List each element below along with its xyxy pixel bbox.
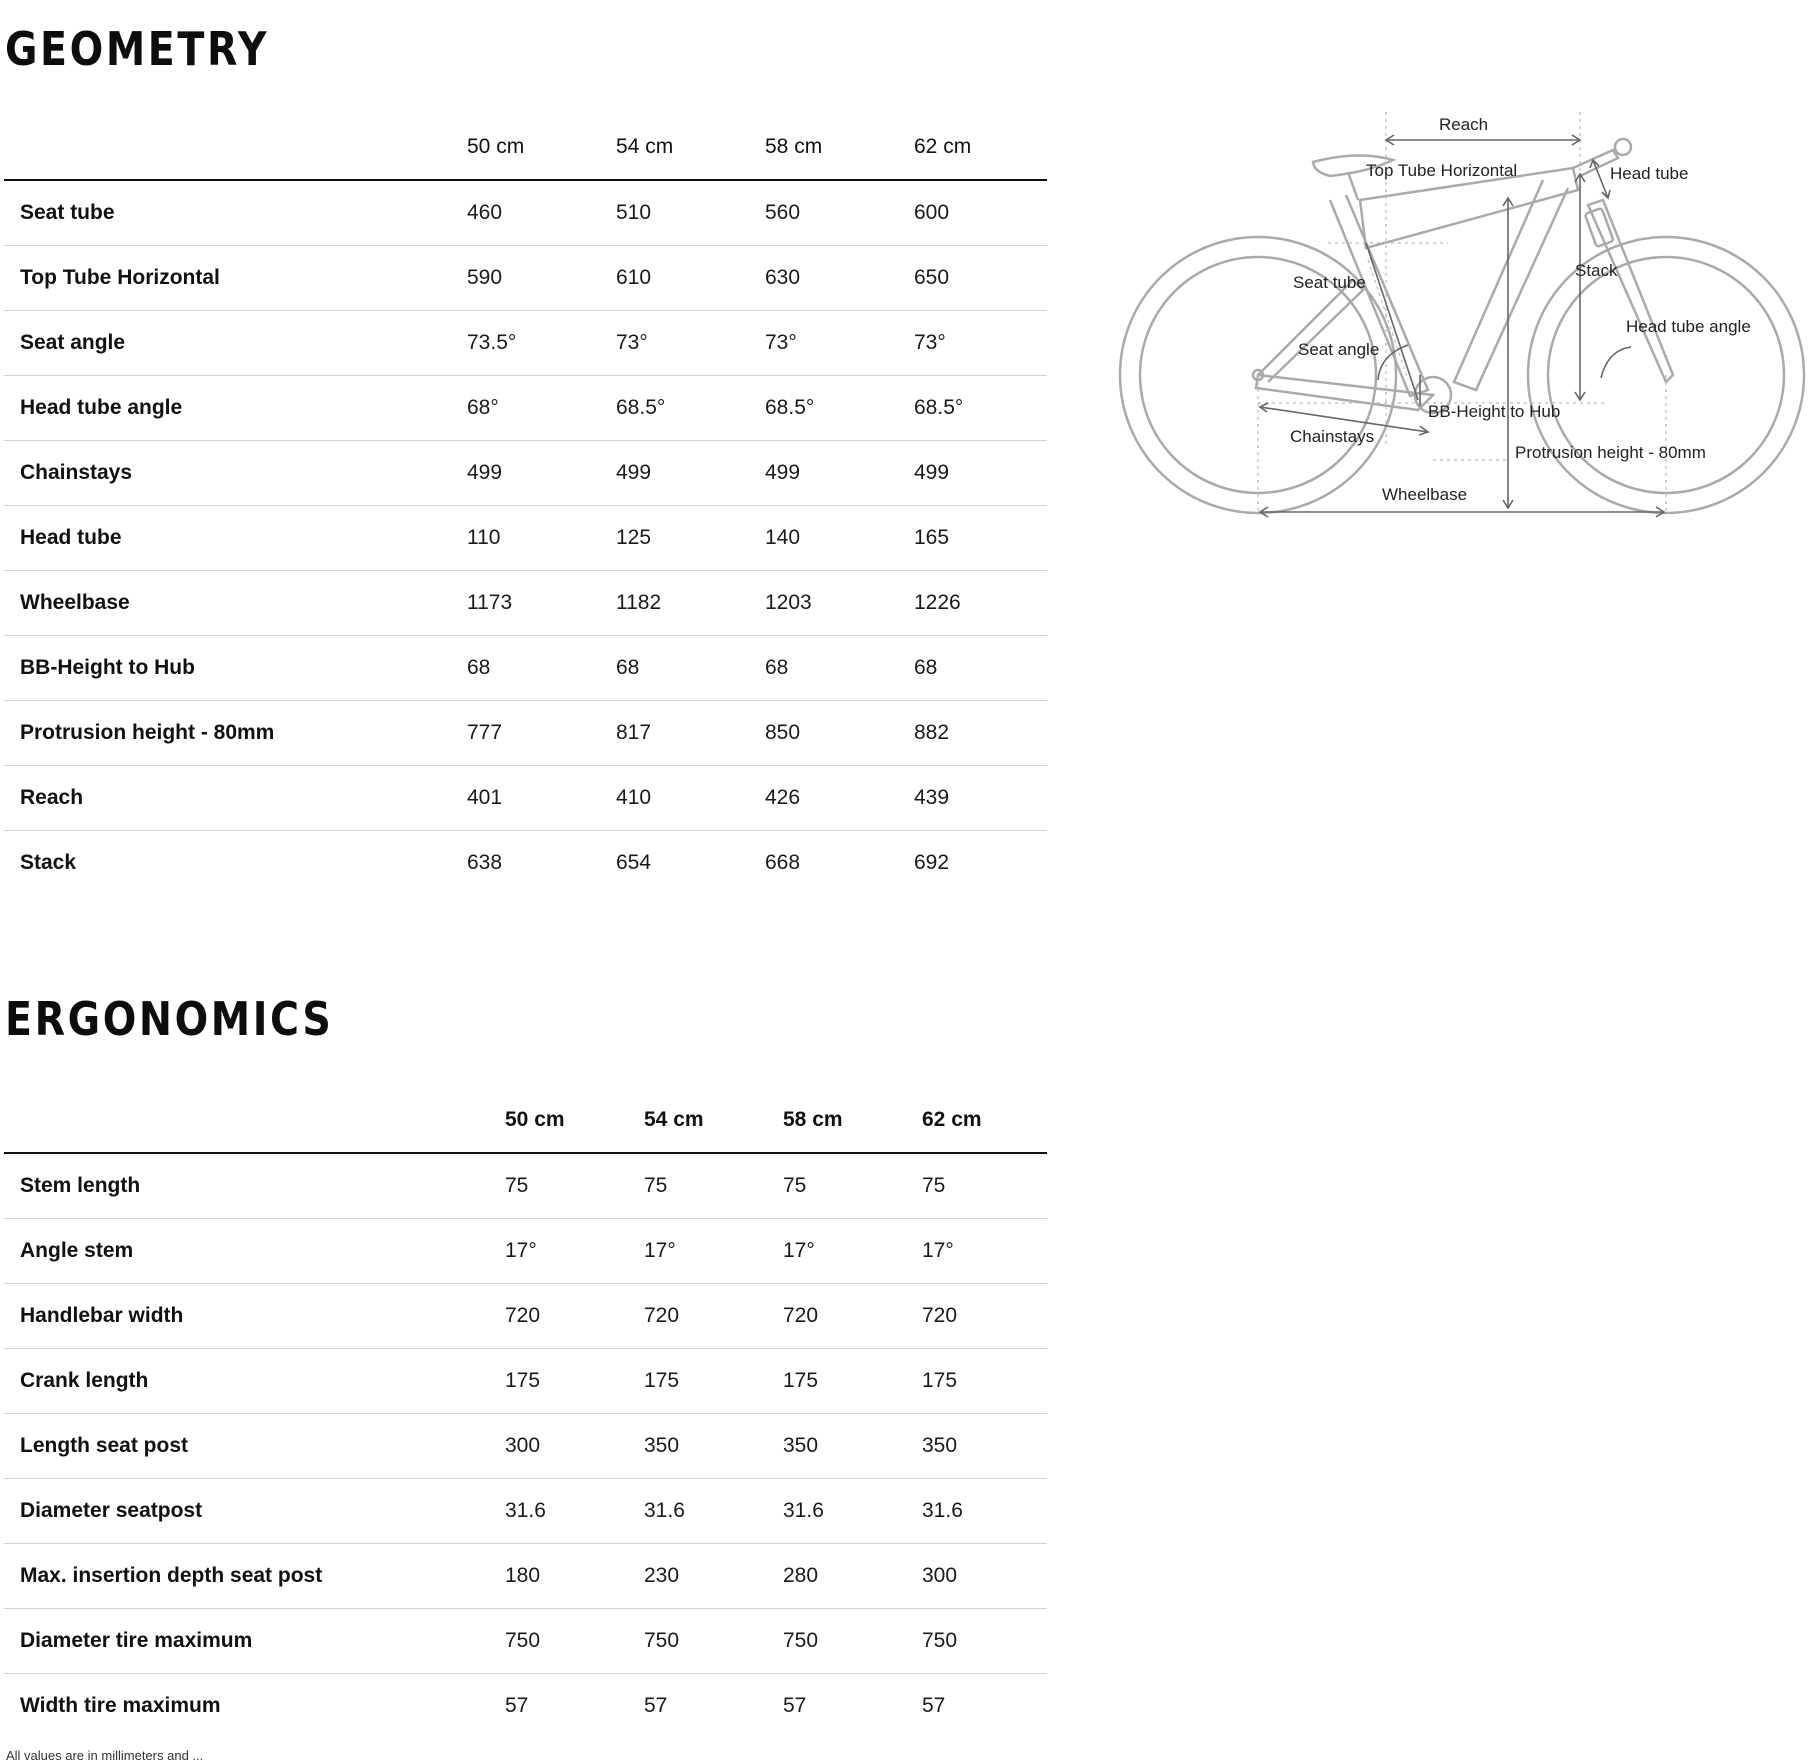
table-row xyxy=(4,311,1047,376)
diagram-label-top-tube: Top Tube Horizontal xyxy=(1366,161,1518,180)
row-label: Top Tube Horizontal xyxy=(4,246,467,311)
cell-value: 850 xyxy=(765,701,914,766)
cell-value: 460 xyxy=(467,180,616,246)
cell-value: 510 xyxy=(616,180,765,246)
row-label: Wheelbase xyxy=(4,571,467,636)
cell-value: 175 xyxy=(922,1349,1047,1414)
cell-value: 75 xyxy=(922,1153,1047,1219)
cell-value: 180 xyxy=(505,1544,644,1609)
ergonomics-header-empty xyxy=(4,1088,505,1153)
cell-value: 300 xyxy=(505,1414,644,1479)
cell-value: 73° xyxy=(765,311,914,376)
cell-value: 31.6 xyxy=(783,1479,922,1544)
frame-chainstay xyxy=(1256,375,1433,410)
fork xyxy=(1588,200,1673,382)
cell-value: 75 xyxy=(505,1153,644,1219)
cell-value: 401 xyxy=(467,766,616,831)
cell-value: 175 xyxy=(783,1349,922,1414)
cell-value: 73° xyxy=(914,311,1047,376)
cell-value: 75 xyxy=(783,1153,922,1219)
cell-value: 426 xyxy=(765,766,914,831)
table-row xyxy=(4,180,1047,246)
handlebar xyxy=(1615,139,1631,155)
cell-value: 720 xyxy=(922,1284,1047,1349)
row-label: Width tire maximum xyxy=(20,1694,221,1717)
table-row xyxy=(4,831,1047,896)
cell-value: 1182 xyxy=(616,571,765,636)
ergonomics-title: ERGONOMICS xyxy=(5,992,334,1046)
cell-value: 68.5° xyxy=(765,376,914,441)
cell-value: 499 xyxy=(765,441,914,506)
diagram-label-reach: Reach xyxy=(1439,115,1489,134)
table-row xyxy=(4,1284,1047,1349)
row-label: Reach xyxy=(4,766,467,831)
cell-value: 350 xyxy=(644,1414,783,1479)
ergonomics-size-header: 62 cm xyxy=(922,1088,1047,1153)
geometry-header-row xyxy=(4,115,1047,180)
table-row xyxy=(4,1349,1047,1414)
table-row xyxy=(4,441,1047,506)
row-label: Protrusion height - 80mm xyxy=(4,701,467,766)
cell-value: 499 xyxy=(467,441,616,506)
cell-value: 110 xyxy=(467,506,616,571)
table-row xyxy=(4,1609,1047,1674)
cell-value: 17° xyxy=(644,1219,783,1284)
cell-value: 638 xyxy=(467,851,503,874)
row-label: Crank length xyxy=(4,1349,505,1414)
geometry-header-empty xyxy=(4,115,467,180)
cell-value: 280 xyxy=(783,1544,922,1609)
table-row xyxy=(4,1674,1047,1739)
cell-value: 175 xyxy=(505,1349,644,1414)
cell-value: 410 xyxy=(616,766,765,831)
cell-value: 350 xyxy=(783,1414,922,1479)
cell-value: 73° xyxy=(616,311,765,376)
table-row xyxy=(4,766,1047,831)
table-row xyxy=(4,1153,1047,1219)
cell-value: 73.5° xyxy=(467,311,616,376)
table-row xyxy=(4,636,1047,701)
table-row xyxy=(4,376,1047,441)
ergonomics-header-row xyxy=(4,1088,1047,1153)
cell-value: 75 xyxy=(644,1153,783,1219)
diagram-label-protrusion: Protrusion height - 80mm xyxy=(1515,443,1706,462)
cell-value: 68 xyxy=(467,636,616,701)
ergonomics-size-header: 50 cm xyxy=(505,1088,644,1153)
diagram-label-chainstays: Chainstays xyxy=(1290,427,1375,446)
row-label: Head tube angle xyxy=(4,376,467,441)
cell-value: 68 xyxy=(616,636,765,701)
cell-value: 560 xyxy=(765,180,914,246)
diagram-label-seat-tube: Seat tube xyxy=(1293,273,1366,292)
cell-value: 650 xyxy=(914,246,1047,311)
head-tube-angle-arc xyxy=(1601,347,1631,378)
diagram-label-wheelbase: Wheelbase xyxy=(1382,485,1468,504)
diagram-label-head-tube: Head tube xyxy=(1610,164,1689,183)
cell-value: 140 xyxy=(765,506,914,571)
frame-seatstay xyxy=(1258,280,1363,382)
row-label: Stack xyxy=(20,851,77,874)
cell-value: 750 xyxy=(783,1609,922,1674)
cell-value: 57 xyxy=(644,1694,668,1717)
footnote: All values are in millimeters and ... xyxy=(6,1748,204,1763)
row-label: Seat tube xyxy=(4,180,467,246)
ergonomics-table xyxy=(4,1088,1047,1738)
cell-value: 31.6 xyxy=(922,1479,1047,1544)
cell-value: 692 xyxy=(914,851,950,874)
geometry-size-header: 50 cm xyxy=(467,115,616,180)
geometry-size-header: 62 cm xyxy=(914,115,1047,180)
cell-value: 68.5° xyxy=(616,376,765,441)
seat-tube-arrow xyxy=(1366,243,1418,400)
row-label: Seat angle xyxy=(4,311,467,376)
table-row xyxy=(4,571,1047,636)
diagram-label-bb-height: BB-Height to Hub xyxy=(1428,402,1561,421)
diagram-label-seat-angle: Seat angle xyxy=(1298,340,1380,359)
cell-value: 610 xyxy=(616,246,765,311)
table-row xyxy=(4,701,1047,766)
cell-value: 300 xyxy=(922,1544,1047,1609)
cell-value: 230 xyxy=(644,1544,783,1609)
cell-value: 720 xyxy=(505,1284,644,1349)
row-label: Handlebar width xyxy=(4,1284,505,1349)
cell-value: 499 xyxy=(616,441,765,506)
cell-value: 720 xyxy=(644,1284,783,1349)
geometry-title: GEOMETRY xyxy=(5,22,270,76)
cell-value: 720 xyxy=(783,1284,922,1349)
bike-geometry-diagram xyxy=(1118,110,1808,530)
cell-value: 17° xyxy=(922,1219,1047,1284)
cell-value: 68 xyxy=(765,636,914,701)
cell-value: 1173 xyxy=(467,571,616,636)
ergonomics-size-header: 58 cm xyxy=(783,1088,922,1153)
row-label: Diameter tire maximum xyxy=(4,1609,505,1674)
cell-value: 68 xyxy=(914,636,1047,701)
frame-down-tube xyxy=(1454,180,1568,390)
cell-value: 57 xyxy=(783,1694,807,1717)
table-row xyxy=(4,506,1047,571)
cell-value: 1226 xyxy=(914,571,1047,636)
cell-value: 31.6 xyxy=(505,1479,644,1544)
table-row xyxy=(4,1414,1047,1479)
cell-value: 175 xyxy=(644,1349,783,1414)
cell-value: 750 xyxy=(644,1609,783,1674)
row-label: Diameter seatpost xyxy=(4,1479,505,1544)
row-label: Stem length xyxy=(4,1153,505,1219)
table-row xyxy=(4,246,1047,311)
cell-value: 57 xyxy=(505,1694,529,1717)
cell-value: 1203 xyxy=(765,571,914,636)
table-row xyxy=(4,1544,1047,1609)
cell-value: 499 xyxy=(914,441,1047,506)
cell-value: 590 xyxy=(467,246,616,311)
cell-value: 68.5° xyxy=(914,376,1047,441)
cell-value: 57 xyxy=(922,1694,946,1717)
seatpost xyxy=(1348,172,1358,200)
cell-value: 31.6 xyxy=(644,1479,783,1544)
cell-value: 777 xyxy=(467,701,616,766)
table-row xyxy=(4,1479,1047,1544)
row-label: Length seat post xyxy=(4,1414,505,1479)
cell-value: 750 xyxy=(922,1609,1047,1674)
cell-value: 165 xyxy=(914,506,1047,571)
cell-value: 654 xyxy=(616,851,652,874)
cell-value: 17° xyxy=(505,1219,644,1284)
cell-value: 630 xyxy=(765,246,914,311)
row-label: Chainstays xyxy=(4,441,467,506)
cell-value: 600 xyxy=(914,180,1047,246)
guide-line xyxy=(1368,260,1408,380)
geometry-size-header: 54 cm xyxy=(616,115,765,180)
cell-value: 668 xyxy=(765,851,801,874)
ergonomics-size-header: 54 cm xyxy=(644,1088,783,1153)
row-label: Head tube xyxy=(4,506,467,571)
row-label: Angle stem xyxy=(4,1219,505,1284)
cell-value: 125 xyxy=(616,506,765,571)
cell-value: 68° xyxy=(467,376,616,441)
cell-value: 817 xyxy=(616,701,765,766)
geometry-size-header: 58 cm xyxy=(765,115,914,180)
table-row xyxy=(4,1219,1047,1284)
geometry-table xyxy=(4,115,1047,895)
diagram-label-stack: Stack xyxy=(1575,261,1618,280)
cell-value: 17° xyxy=(783,1219,922,1284)
diagram-label-head-tube-angle: Head tube angle xyxy=(1626,317,1751,336)
row-label: BB-Height to Hub xyxy=(4,636,467,701)
cell-value: 882 xyxy=(914,701,1047,766)
row-label: Max. insertion depth seat post xyxy=(4,1544,505,1609)
cell-value: 350 xyxy=(922,1414,1047,1479)
cell-value: 750 xyxy=(505,1609,644,1674)
cell-value: 439 xyxy=(914,766,1047,831)
